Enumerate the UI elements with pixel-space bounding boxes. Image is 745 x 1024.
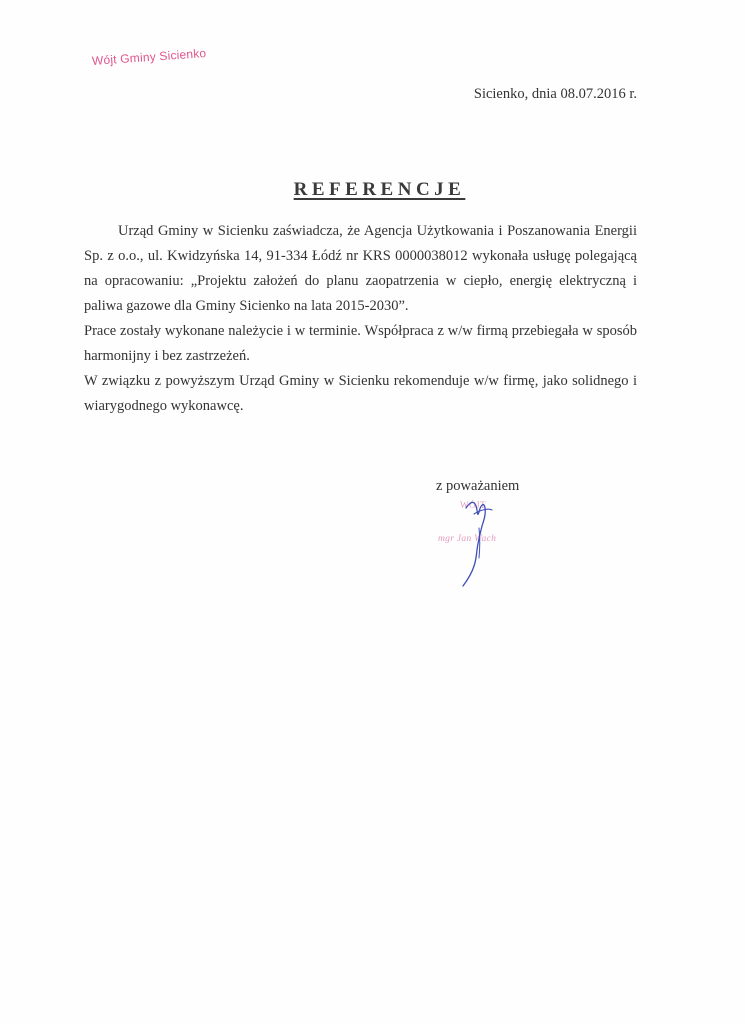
document-title bbox=[0, 179, 745, 201]
body-paragraph-2: Prace zostały wykonane należycie i w terminie. Współpraca z w/w firmą przebiegała w sposób harmonijny i bez zastrzeżeń. bbox=[84, 323, 637, 364]
body-paragraph-3: W związku z powyższym Urząd Gminy w Sicienku rekomenduje w/w firmę, jako solidnego i wiarygodnego wykonawcę. bbox=[84, 373, 637, 414]
place-date: Sicienko, dnia 08.07.2016 r. bbox=[473, 86, 637, 102]
body-paragraph-1: Urząd Gminy w Sicienku zaświadcza, że Agencja Użytkowania i Poszanowania Energii Sp. z o.o., ul. Kwidzyńska 14, 91-334 Łódź nr KRS 0000038012 wykonała usługę polegającą na opracowaniu: „Projektu założeń do planu zaopatrzenia w ciepło, energię elektryczną i paliwa gazowe dla Gminy Sicienko na lata 2015-2030”. bbox=[84, 223, 637, 314]
signature-stamp-name: mgr Jan Wach bbox=[438, 534, 497, 544]
document-title-text: REFERENCJE bbox=[293, 179, 466, 200]
header-stamp: Wójt Gminy Sicienko bbox=[91, 46, 207, 68]
letter-body bbox=[84, 219, 637, 419]
closing-salutation: z poważaniem bbox=[436, 478, 520, 494]
handwritten-signature bbox=[430, 494, 540, 594]
signature-stamp-title: WÓJT bbox=[460, 500, 486, 510]
signature-block bbox=[430, 494, 540, 594]
